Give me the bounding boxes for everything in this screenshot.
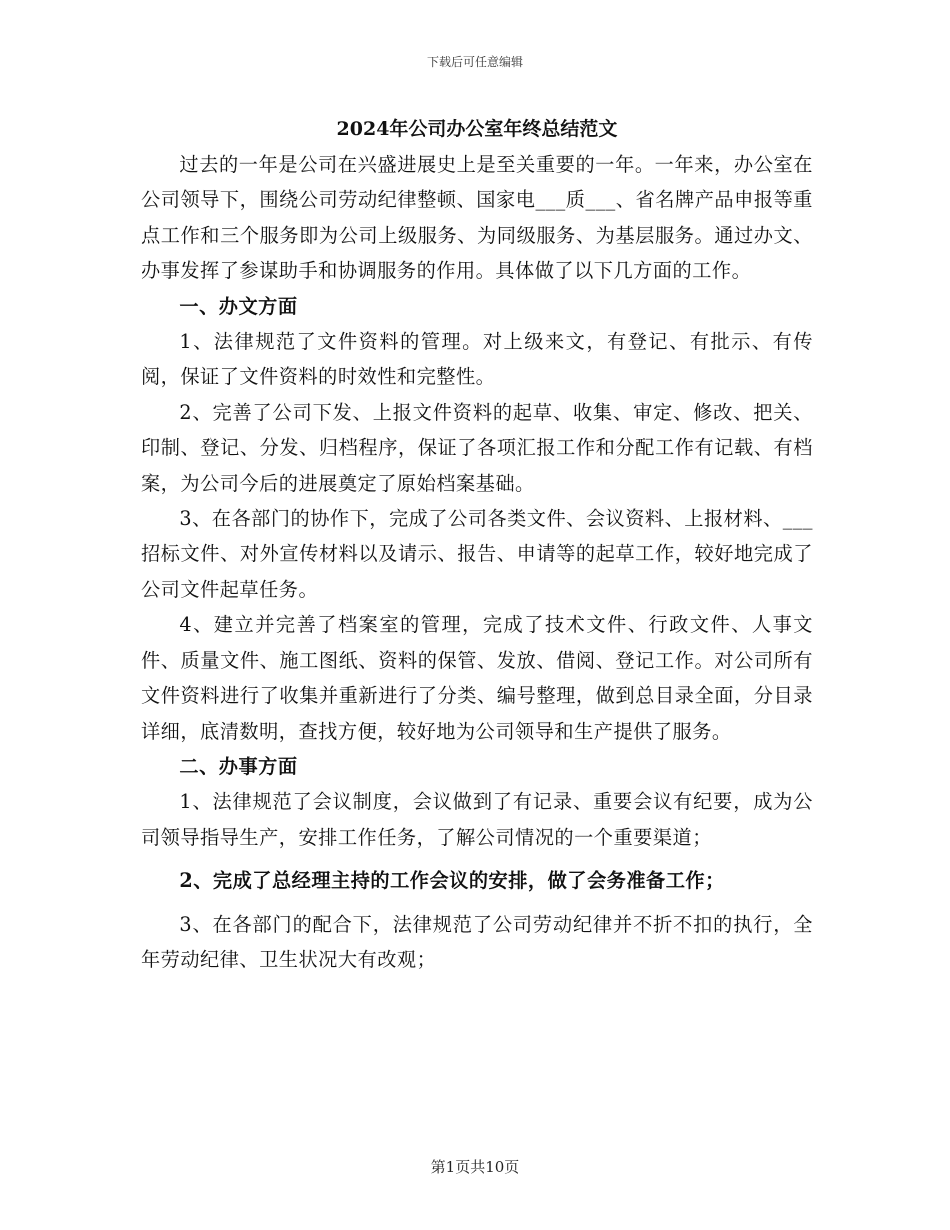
- section-heading-affairs: 二、办事方面: [179, 754, 298, 778]
- document-title: 2024年公司办公室年终总结范文: [336, 118, 618, 140]
- header-note: 下载后可任意编辑: [426, 55, 523, 69]
- section-heading-documents: 一、办文方面: [179, 294, 298, 318]
- section2-item-3: 3、在各部门的配合下，法律规范了公司劳动纪律并不折不扣的执行，全年劳动纪律、卫生状况大有改观；: [141, 912, 813, 971]
- document-body: [141, 111, 813, 977]
- intro-paragraph: 过去的一年是公司在兴盛进展史上是至关重要的一年。一年来，办公室在公司领导下，围绕公司劳动纪律整顿、国家电___质___、省名牌产品申报等重点工作和三个服务即为公司上级服务、为同级服务、为基层服务。通过办文、办事发挥了参谋助手和协调服务的作用。具体做了以下几方面的工作。: [141, 153, 813, 283]
- section1-item-1: 1、法律规范了文件资料的管理。对上级来文，有登记、有批示、有传阅，保证了文件资料的时效性和完整性。: [141, 330, 813, 389]
- section2-item-2: 2、完成了总经理主持的工作会议的安排，做了会务准备工作；: [179, 869, 725, 893]
- section1-item-4: 4、建立并完善了档案室的管理，完成了技术文件、行政文件、人事文件、质量文件、施工图纸、资料的保管、发放、借阅、登记工作。对公司所有文件资料进行了收集并重新进行了分类、编号整理，做到总目录全面，分目录详细，底清数明，查找方便，较好地为公司领导和生产提供了服务。: [141, 613, 813, 743]
- section1-item-3: 3、在各部门的协作下，完成了公司各类文件、会议资料、上报材料、___招标文件、对外宣传材料以及请示、报告、申请等的起草工作，较好地完成了公司文件起草任务。: [141, 507, 814, 601]
- section1-item-2: 2、完善了公司下发、上报文件资料的起草、收集、审定、修改、把关、印制、登记、分发、归档程序，保证了各项汇报工作和分配工作有记载、有档案，为公司今后的进展奠定了原始档案基础。: [141, 400, 813, 495]
- section2-item-1: 1、法律规范了会议制度，会议做到了有记录、重要会议有纪要，成为公司领导指导生产，安排工作任务，了解公司情况的一个重要渠道；: [141, 790, 813, 849]
- page-number: 第1页共10页: [430, 1158, 520, 1176]
